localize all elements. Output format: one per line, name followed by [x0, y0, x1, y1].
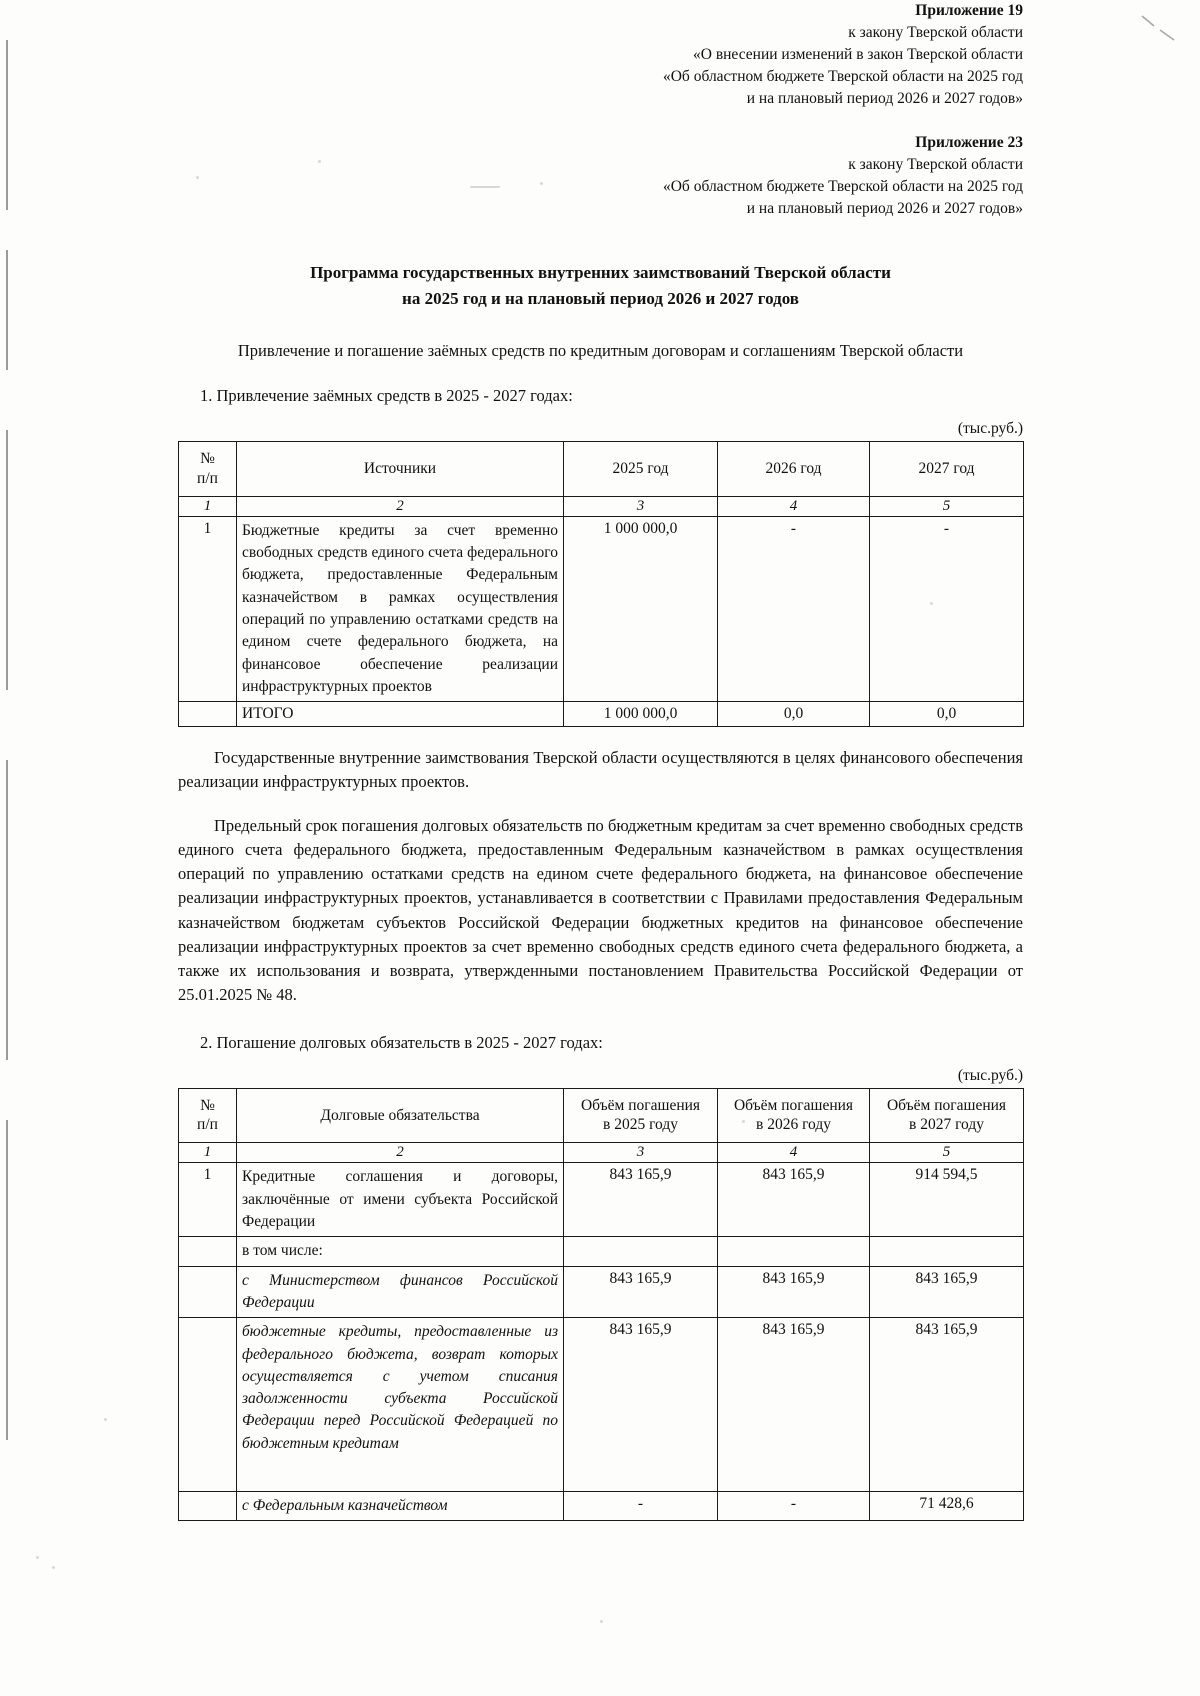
document-title-line-1: Программа государственных внутренних заимствований Тверской области	[310, 263, 891, 282]
table-column-number-row	[179, 496, 1024, 516]
section-1-units: (тыс.руб.)	[957, 420, 1023, 437]
row-source-text: Бюджетные кредиты за счет временно свободных средств единого счета федерального бюджета, предоставленные Федеральным казначейством в рамках осуществления операций по управлению остатками средств на едином счете федерального бюджета, на финансовое обеспечение реализации инфраструктурных проектов	[237, 516, 564, 702]
header-cell-sources: Источники	[237, 442, 564, 497]
row-value-2027: 843 165,9	[870, 1266, 1024, 1318]
header-cell-number	[179, 442, 237, 497]
appendix-19-block	[178, 0, 1023, 110]
header-number-line1: №	[200, 450, 215, 467]
row-value-2025: 843 165,9	[564, 1163, 718, 1237]
paragraph-repayment-terms: Предельный срок погашения долговых обязательств по бюджетным кредитам за счет временно свободных средств единого счета федерального бюджета, предоставленным Федеральным казначейством в рамках осуществления операций по управлению остатками средств на едином счете федерального бюджета, на финансовое обеспечение реализации инфраструктурных проектов, устанавливается в соответствии с Правилами предоставления Федеральным казначейством бюджетам субъектов Российской Федерации бюджетных кредитов на финансовое обеспечение реализации инфраструктурных проектов за счет временно свободных средств единого счета федерального бюджета, а также их использования и возврата, утвержденными постановлением Правительства Российской Федерации от 25.01.2025 № 48.	[178, 815, 1023, 1005]
table-row	[179, 1266, 1024, 1318]
scan-speck	[600, 1620, 603, 1623]
lead-statement: Привлечение и погашение заёмных средств по кредитным договорам и соглашениям Тверской области	[237, 341, 964, 360]
row-value-2025: 843 165,9	[564, 1318, 718, 1492]
scan-edge-artifact	[6, 250, 8, 370]
appendix-23-line-3: и на плановый период 2026 и 2027 годов»	[746, 200, 1023, 217]
appendix-19-line-2: «О внесении изменений в закон Тверской области	[693, 46, 1023, 63]
colnum-2: 2	[237, 496, 564, 516]
total-value-2025: 1 000 000,0	[564, 702, 718, 727]
appendix-23-title: Приложение 23	[915, 134, 1023, 151]
header-cell-volume-2026	[718, 1088, 870, 1143]
table-total-row	[179, 702, 1024, 727]
header-volume-2026-line1: Объём погашения	[733, 1096, 854, 1114]
appendix-23-block	[178, 132, 1023, 220]
row-number: 1	[179, 1163, 237, 1237]
document-title-line-2: на 2025 год и на плановый период 2026 и 2027 годов	[402, 288, 799, 308]
row-obligation-text: с Министерством финансов Российской Федерации	[237, 1266, 564, 1318]
appendix-19-line-3: «Об областном бюджете Тверской области на 2025 год	[662, 68, 1023, 85]
row-number	[179, 1237, 237, 1266]
header-cell-volume-2027	[870, 1088, 1024, 1143]
table-row	[179, 1318, 1024, 1492]
header-volume-2027-line1: Объём погашения	[886, 1096, 1007, 1114]
row-value-2026: 843 165,9	[718, 1318, 870, 1492]
row-value-2025: 1 000 000,0	[564, 516, 718, 702]
colnum-3: 3	[564, 1143, 718, 1163]
colnum-3: 3	[564, 496, 718, 516]
row-value-2025: -	[564, 1492, 718, 1521]
repayment-table	[178, 1088, 1024, 1522]
header-cell-volume-2025	[564, 1088, 718, 1143]
header-volume-2025-line1: Объём погашения	[580, 1096, 701, 1114]
appendix-19-line-4: и на плановый период 2026 и 2027 годов»	[746, 90, 1023, 107]
header-volume-2026-line2: в 2026 году	[756, 1116, 831, 1134]
row-value-2027	[870, 1237, 1024, 1266]
row-number	[179, 1266, 237, 1318]
row-value-2027: 71 428,6	[870, 1492, 1024, 1521]
total-label: ИТОГО	[237, 702, 564, 727]
table-row	[179, 1492, 1024, 1521]
header-cell-obligations: Долговые обязательства	[237, 1088, 564, 1143]
header-cell-number	[179, 1088, 237, 1143]
appendix-23-line-2: «Об областном бюджете Тверской области на 2025 год	[662, 178, 1023, 195]
scan-edge-artifact	[6, 430, 8, 690]
section-2-label: 2. Погашение долговых обязательств в 2025 - 2027 годах:	[200, 1032, 603, 1052]
scan-corner-artifact	[1140, 14, 1176, 42]
total-value-2026: 0,0	[718, 702, 870, 727]
section-2-units: (тыс.руб.)	[957, 1066, 1023, 1084]
table-row	[179, 1163, 1024, 1237]
colnum-5: 5	[870, 1143, 1024, 1163]
appendix-23-line-1: к закону Тверской области	[848, 156, 1023, 173]
scan-edge-artifact	[6, 760, 8, 1060]
colnum-4: 4	[718, 1143, 870, 1163]
row-value-2026	[718, 1237, 870, 1266]
header-number-line2: п/п	[197, 1116, 218, 1134]
row-number: 1	[179, 516, 237, 702]
row-value-2026: -	[718, 516, 870, 702]
attraction-table	[178, 441, 1024, 727]
colnum-5: 5	[870, 496, 1024, 516]
scan-speck	[36, 1556, 39, 1559]
scan-edge-artifact	[6, 1120, 8, 1440]
header-cell-2025: 2025 год	[564, 442, 718, 497]
colnum-1: 1	[179, 1143, 237, 1163]
colnum-4: 4	[718, 496, 870, 516]
row-obligation-text: с Федеральным казначейством	[237, 1492, 564, 1521]
row-obligation-text: в том числе:	[237, 1237, 564, 1266]
table-header-row	[179, 1088, 1024, 1143]
header-volume-2025-line2: в 2025 году	[603, 1116, 678, 1134]
row-value-2027: 843 165,9	[870, 1318, 1024, 1492]
table-row	[179, 516, 1024, 702]
header-cell-2026: 2026 год	[718, 442, 870, 497]
scan-speck	[52, 1566, 55, 1569]
table-header-row	[179, 442, 1024, 497]
total-number-cell	[179, 702, 237, 727]
colnum-1: 1	[179, 496, 237, 516]
appendix-19-title: Приложение 19	[915, 2, 1023, 19]
paragraph-purpose: Государственные внутренние заимствования Тверской области осуществляются в целях финансового обеспечения реализации инфраструктурных проектов.	[178, 748, 1023, 792]
row-value-2027: 914 594,5	[870, 1163, 1024, 1237]
row-number	[179, 1318, 237, 1492]
row-value-2025	[564, 1237, 718, 1266]
total-value-2027: 0,0	[870, 702, 1024, 727]
row-value-2025: 843 165,9	[564, 1266, 718, 1318]
header-number-line2: п/п	[197, 469, 218, 487]
scan-edge-artifact	[6, 40, 8, 210]
header-number-line1: №	[200, 1096, 215, 1114]
document-title	[178, 260, 1023, 311]
header-cell-2027: 2027 год	[870, 442, 1024, 497]
row-value-2026: 843 165,9	[718, 1163, 870, 1237]
row-value-2026: 843 165,9	[718, 1266, 870, 1318]
row-obligation-text: бюджетные кредиты, предоставленные из федерального бюджета, возврат которых осуществляется с учетом списания задолженности субъекта Российской Федерации перед Российской Федерацией по бюджетным кредитам	[237, 1318, 564, 1492]
appendix-19-line-1: к закону Тверской области	[848, 24, 1023, 41]
row-value-2027: -	[870, 516, 1024, 702]
header-volume-2027-line2: в 2027 году	[909, 1116, 984, 1134]
row-obligation-text: Кредитные соглашения и договоры, заключённые от имени субъекта Российской Федерации	[237, 1163, 564, 1237]
section-1-label: 1. Привлечение заёмных средств в 2025 - 2027 годах:	[200, 386, 573, 405]
table-column-number-row	[179, 1143, 1024, 1163]
row-value-2026: -	[718, 1492, 870, 1521]
scan-speck	[104, 1418, 107, 1421]
colnum-2: 2	[237, 1143, 564, 1163]
table-row	[179, 1237, 1024, 1266]
row-number	[179, 1492, 237, 1521]
